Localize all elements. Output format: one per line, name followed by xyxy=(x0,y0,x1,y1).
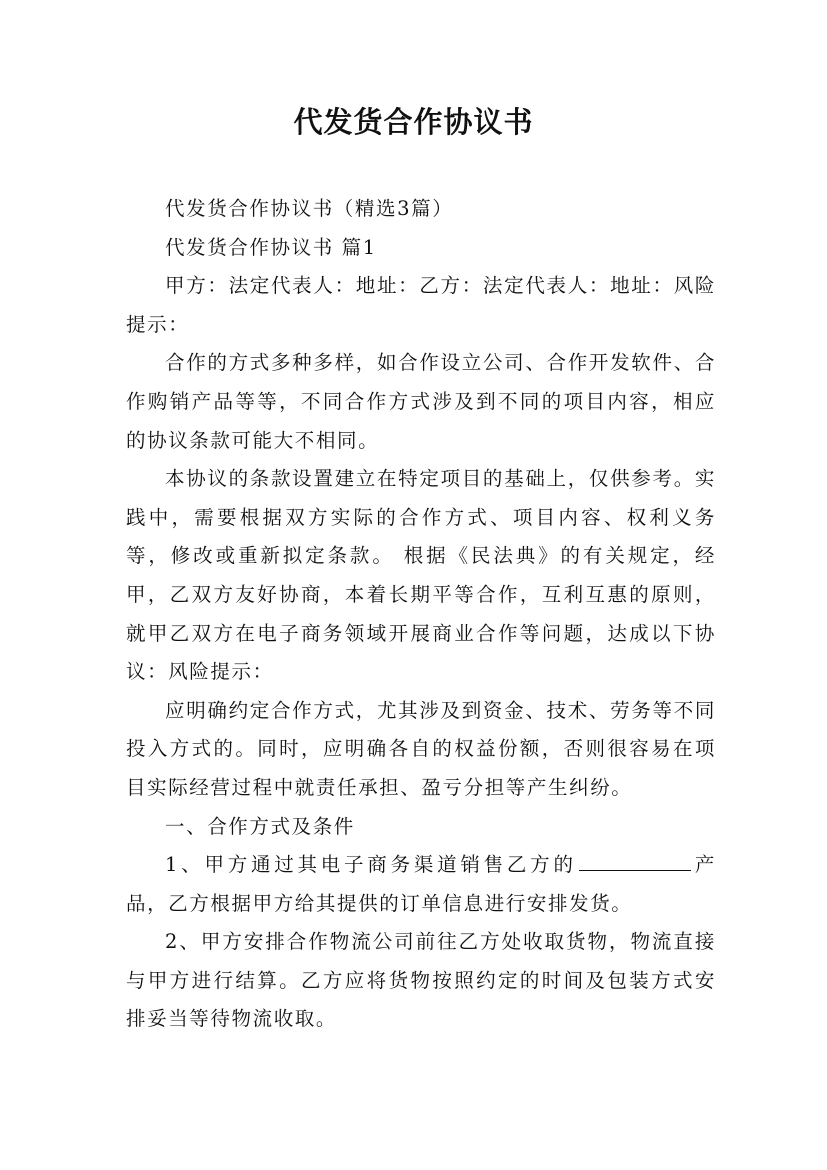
document-body xyxy=(126,190,716,1039)
paragraph-article-heading: 一、合作方式及条件 xyxy=(165,814,355,838)
paragraph-agreement-basis: 本协议的条款设置建立在特定项目的基础上，仅供参考。实践中，需要根据双方实际的合作方式、项目内容、权利义务等，修改或重新拟定条款。 根据《民法典》的有关规定，经甲，乙双方友好协商，本着长期平等合作，互利互惠的原则，就甲乙双方在电子商务领域开展商业合作等问题，达成以下协议：风险提示： xyxy=(126,467,716,684)
paragraph-clause-1 xyxy=(126,846,716,923)
paragraph-cooperation-methods: 合作的方式多种多样，如合作设立公司、合作开发软件、合作购销产品等等，不同合作方式涉及到不同的项目内容，相应的协议条款可能大不相同。 xyxy=(126,351,716,452)
paragraph-clause-2: 2、甲方安排合作物流公司前往乙方处收取货物，物流直接与甲方进行结算。乙方应将货物按照约定的时间及包装方式安排妥当等待物流收取。 xyxy=(126,930,716,1031)
paragraph-risk-note: 应明确约定合作方式，尤其涉及到资金、技术、劳务等不同投入方式的。同时，应明确各自的权益份额，否则很容易在项目实际经营过程中就责任承担、盈亏分担等产生纠纷。 xyxy=(126,698,716,799)
clause-1-text-after: 产品，乙方根据甲方给其提供的订单信息进行安排发货。 xyxy=(126,853,716,915)
fill-in-blank-line xyxy=(579,869,691,871)
paragraph-section-heading: 代发货合作协议书 篇1 xyxy=(165,235,377,259)
clause-1-text-before: 1、甲方通过其电子商务渠道销售乙方的 xyxy=(165,853,577,877)
document-title: 代发货合作协议书 xyxy=(293,105,534,139)
paragraph-parties: 甲方：法定代表人：地址：乙方：法定代表人：地址：风险提示： xyxy=(126,274,716,336)
paragraph-subtitle: 代发货合作协议书（精选3篇） xyxy=(165,197,454,220)
